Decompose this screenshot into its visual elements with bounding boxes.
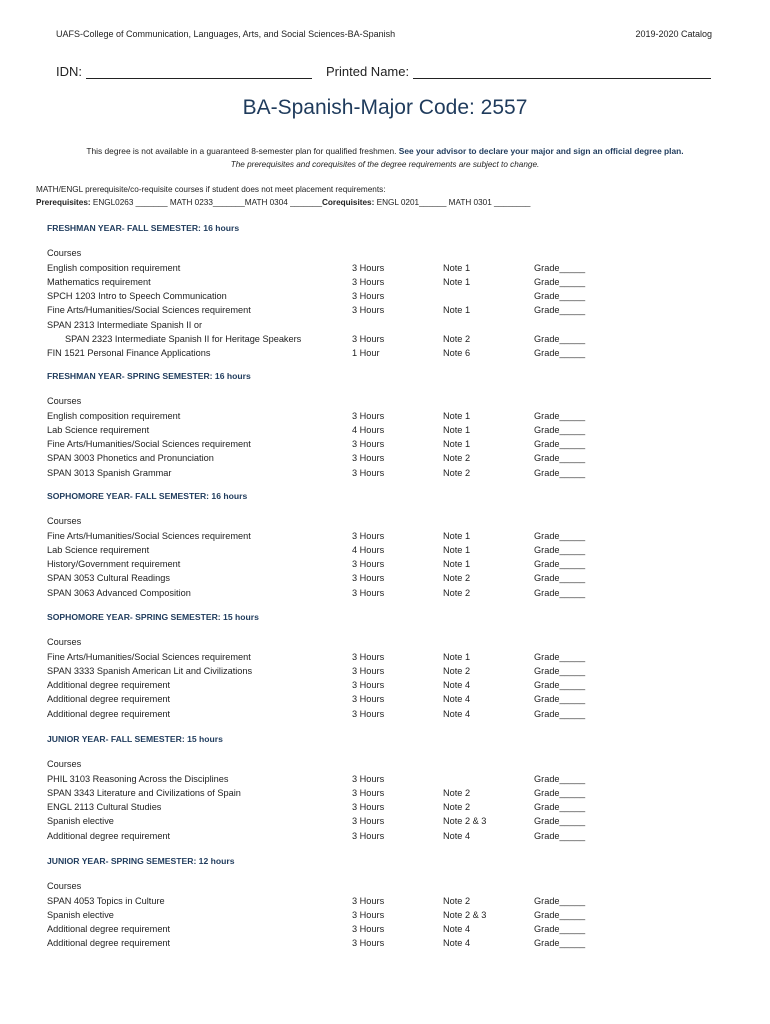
course-note: Note 2 & 3 (443, 909, 487, 920)
course-row (47, 277, 607, 291)
course-note: Note 4 (443, 708, 471, 719)
grade-blank[interactable]: Grade_____ (534, 651, 586, 662)
course-note: Note 1 (443, 439, 471, 450)
course-hours: 3 Hours (352, 773, 385, 784)
grade-blank[interactable]: Grade_____ (534, 291, 586, 302)
course-name: Additional degree requirement (47, 938, 171, 949)
printed-name-field[interactable] (326, 64, 711, 79)
course-hours: 3 Hours (352, 530, 385, 541)
course-row (47, 468, 607, 482)
course-name: English composition requirement (47, 262, 181, 273)
course-name: SPAN 3053 Cultural Readings (47, 573, 170, 584)
course-hours: 3 Hours (352, 334, 385, 344)
notice-text: This degree is not available in a guaranteed 8-semester plan for qualified freshmen. (86, 146, 397, 156)
course-row (47, 334, 607, 348)
course-note: Note 2 & 3 (443, 816, 487, 827)
course-hours: 4 Hours (352, 544, 385, 555)
course-name: SPAN 3343 Literature and Civilizations of Spain (47, 787, 241, 798)
course-name: SPAN 3013 Spanish Grammar (47, 467, 172, 478)
prereq-courses: ENGL0263 _______ MATH 0233_______MATH 0304 _______ (90, 198, 322, 207)
course-note: Note 1 (443, 651, 471, 662)
course-name: Fine Arts/Humanities/Social Sciences requirement (47, 305, 251, 316)
course-name: ENGL 2113 Cultural Studies (47, 802, 162, 813)
course-row (47, 694, 607, 708)
course-row (47, 305, 607, 319)
course-name: Additional degree requirement (47, 830, 171, 841)
courses-label: Courses (47, 516, 82, 526)
course-hours: 3 Hours (352, 680, 385, 691)
course-name: SPCH 1203 Intro to Speech Communication (47, 291, 227, 302)
course-note: Note 4 (443, 924, 471, 935)
course-name: Spanish elective (47, 909, 114, 920)
notice-advisor-text: See your advisor to declare your major and sign an official degree plan. (398, 146, 684, 156)
printed-name-label: Printed Name: (326, 64, 410, 79)
course-row (47, 425, 607, 439)
courses-label: Courses (47, 759, 82, 769)
course-row (47, 559, 607, 573)
course-name: SPAN 2323 Intermediate Spanish II for Heritage Speakers (65, 334, 302, 344)
prereq-intro: MATH/ENGL prerequisite/co-requisite courses if student does not meet placement requirements: (36, 185, 386, 194)
course-row (47, 910, 607, 924)
grade-blank[interactable]: Grade_____ (534, 708, 586, 719)
course-row (47, 788, 607, 802)
course-hours: 3 Hours (352, 453, 385, 464)
course-row (47, 320, 607, 334)
course-note: Note 2 (443, 334, 471, 344)
grade-blank[interactable]: Grade_____ (534, 276, 586, 287)
courses-label: Courses (47, 396, 82, 406)
course-note: Note 1 (443, 262, 471, 273)
course-hours: 3 Hours (352, 830, 385, 841)
course-hours: 3 Hours (352, 291, 385, 302)
course-hours: 3 Hours (352, 467, 385, 478)
course-note: Note 6 (443, 348, 471, 359)
grade-blank[interactable]: Grade_____ (534, 573, 586, 584)
grade-blank[interactable]: Grade_____ (534, 909, 586, 920)
course-note: Note 1 (443, 530, 471, 541)
course-name: Lab Science requirement (47, 544, 150, 555)
guarantee-notice (0, 146, 770, 156)
course-name: Fine Arts/Humanities/Social Sciences requirement (47, 439, 251, 450)
grade-blank[interactable]: Grade_____ (534, 938, 586, 949)
course-name: Additional degree requirement (47, 694, 171, 705)
course-note: Note 2 (443, 802, 471, 813)
course-name: Spanish elective (47, 816, 114, 827)
course-row (47, 924, 607, 938)
course-name: PHIL 3103 Reasoning Across the Disciplines (47, 773, 229, 784)
course-note: Note 4 (443, 694, 471, 705)
course-row (47, 439, 607, 453)
course-hours: 3 Hours (352, 787, 385, 798)
semester-heading: JUNIOR YEAR- FALL SEMESTER: 15 hours (47, 734, 223, 744)
grade-blank[interactable]: Grade_____ (534, 773, 586, 784)
course-name: SPAN 3333 Spanish American Lit and Civilizations (47, 665, 253, 676)
course-hours: 3 Hours (352, 439, 385, 450)
grade-blank[interactable]: Grade_____ (534, 559, 586, 570)
course-hours: 3 Hours (352, 410, 385, 421)
course-hours: 3 Hours (352, 816, 385, 827)
grade-blank[interactable]: Grade_____ (534, 895, 586, 906)
semester-heading: SOPHOMORE YEAR- SPRING SEMESTER: 15 hours (47, 612, 259, 622)
course-name: SPAN 4053 Topics in Culture (47, 895, 165, 906)
course-name: Additional degree requirement (47, 680, 171, 691)
page-title: BA-Spanish-Major Code: 2557 (242, 96, 528, 119)
course-name: Fine Arts/Humanities/Social Sciences requirement (47, 530, 251, 541)
course-row (47, 411, 607, 425)
course-hours: 1 Hour (352, 348, 380, 359)
course-name: SPAN 2313 Intermediate Spanish II or (47, 319, 203, 330)
course-row (47, 545, 607, 559)
grade-blank[interactable]: Grade_____ (534, 830, 586, 841)
grade-blank[interactable]: Grade_____ (534, 467, 586, 478)
course-hours: 3 Hours (352, 909, 385, 920)
course-hours: 3 Hours (352, 262, 385, 273)
grade-blank[interactable]: Grade_____ (534, 802, 586, 813)
course-note: Note 1 (443, 424, 471, 435)
grade-blank[interactable]: Grade_____ (534, 530, 586, 541)
grade-blank[interactable]: Grade_____ (534, 334, 586, 344)
course-hours: 3 Hours (352, 665, 385, 676)
course-row (47, 938, 607, 952)
course-name: English composition requirement (47, 410, 181, 421)
course-row (47, 348, 607, 362)
course-hours: 3 Hours (352, 276, 385, 287)
course-row (47, 291, 607, 305)
idn-field[interactable] (56, 64, 312, 79)
printed-name-blank[interactable] (413, 64, 711, 79)
prereq-change-notice: The prerequisites and corequisites of the degree requirements are subject to change. (230, 160, 540, 169)
course-note: Note 4 (443, 830, 471, 841)
coreq-courses: ENGL 0201______ MATH 0301 ________ (374, 198, 531, 207)
course-name: Mathematics requirement (47, 276, 151, 287)
course-hours: 3 Hours (352, 587, 385, 598)
course-row (47, 896, 607, 910)
course-row (47, 680, 607, 694)
course-hours: 3 Hours (352, 694, 385, 705)
grade-blank[interactable]: Grade_____ (534, 694, 586, 705)
course-row (47, 588, 607, 602)
course-hours: 3 Hours (352, 651, 385, 662)
course-hours: 3 Hours (352, 305, 385, 316)
course-name: FIN 1521 Personal Finance Applications (47, 348, 211, 359)
grade-blank[interactable]: Grade_____ (534, 587, 586, 598)
course-row (47, 709, 607, 723)
course-note: Note 1 (443, 559, 471, 570)
course-row (47, 816, 607, 830)
grade-blank[interactable]: Grade_____ (534, 410, 586, 421)
course-note: Note 1 (443, 305, 471, 316)
course-name: History/Government requirement (47, 559, 181, 570)
idn-blank[interactable] (86, 64, 312, 79)
course-note: Note 2 (443, 573, 471, 584)
semester-heading: FRESHMAN YEAR- FALL SEMESTER: 16 hours (47, 223, 240, 233)
course-hours: 3 Hours (352, 573, 385, 584)
course-name: Fine Arts/Humanities/Social Sciences requirement (47, 651, 251, 662)
course-note: Note 4 (443, 680, 471, 691)
course-row (47, 531, 607, 545)
course-note: Note 1 (443, 410, 471, 421)
grade-blank[interactable]: Grade_____ (534, 453, 586, 464)
course-hours: 3 Hours (352, 938, 385, 949)
coreq-label: Corequisites: (322, 198, 375, 207)
course-row (47, 774, 607, 788)
prereq-label: Prerequisites: (36, 198, 91, 207)
course-row (47, 802, 607, 816)
course-note: Note 1 (443, 544, 471, 555)
grade-blank[interactable]: Grade_____ (534, 816, 586, 827)
course-note: Note 2 (443, 587, 471, 598)
course-row (47, 652, 607, 666)
course-row (47, 831, 607, 845)
course-note: Note 4 (443, 938, 471, 949)
header-catalog: 2019-2020 Catalog (635, 29, 712, 39)
course-hours: 3 Hours (352, 802, 385, 813)
course-hours: 3 Hours (352, 895, 385, 906)
course-note: Note 1 (443, 276, 471, 287)
course-note: Note 2 (443, 787, 471, 798)
prereq-line (36, 198, 530, 207)
grade-blank[interactable]: Grade_____ (534, 680, 586, 691)
grade-blank[interactable]: Grade_____ (534, 665, 586, 676)
courses-label: Courses (47, 881, 82, 891)
course-row (47, 666, 607, 680)
semester-heading: JUNIOR YEAR- SPRING SEMESTER: 12 hours (47, 856, 235, 866)
course-name: SPAN 3063 Advanced Composition (47, 587, 191, 598)
course-hours: 3 Hours (352, 924, 385, 935)
semester-heading: FRESHMAN YEAR- SPRING SEMESTER: 16 hours (47, 371, 251, 381)
course-name: SPAN 3003 Phonetics and Pronunciation (47, 453, 214, 464)
course-name: Lab Science requirement (47, 424, 150, 435)
grade-blank[interactable]: Grade_____ (534, 424, 586, 435)
course-note: Note 2 (443, 665, 471, 676)
course-hours: 3 Hours (352, 559, 385, 570)
grade-blank[interactable]: Grade_____ (534, 262, 586, 273)
course-note: Note 2 (443, 895, 471, 906)
course-hours: 3 Hours (352, 708, 385, 719)
grade-blank[interactable]: Grade_____ (534, 544, 586, 555)
course-row (47, 573, 607, 587)
semester-heading: SOPHOMORE YEAR- FALL SEMESTER: 16 hours (47, 491, 248, 501)
header-program: UAFS-College of Communication, Languages, Arts, and Social Sciences-BA-Spanish (56, 29, 396, 39)
grade-blank[interactable]: Grade_____ (534, 787, 586, 798)
grade-blank[interactable]: Grade_____ (534, 924, 586, 935)
grade-blank[interactable]: Grade_____ (534, 305, 586, 316)
course-name: Additional degree requirement (47, 708, 171, 719)
grade-blank[interactable]: Grade_____ (534, 348, 586, 359)
grade-blank[interactable]: Grade_____ (534, 439, 586, 450)
course-name: Additional degree requirement (47, 924, 171, 935)
course-note: Note 2 (443, 467, 471, 478)
course-row (47, 453, 607, 467)
courses-label: Courses (47, 637, 82, 647)
idn-label: IDN: (56, 64, 82, 79)
course-row (47, 263, 607, 277)
course-hours: 4 Hours (352, 424, 385, 435)
courses-label: Courses (47, 248, 82, 258)
course-note: Note 2 (443, 453, 471, 464)
